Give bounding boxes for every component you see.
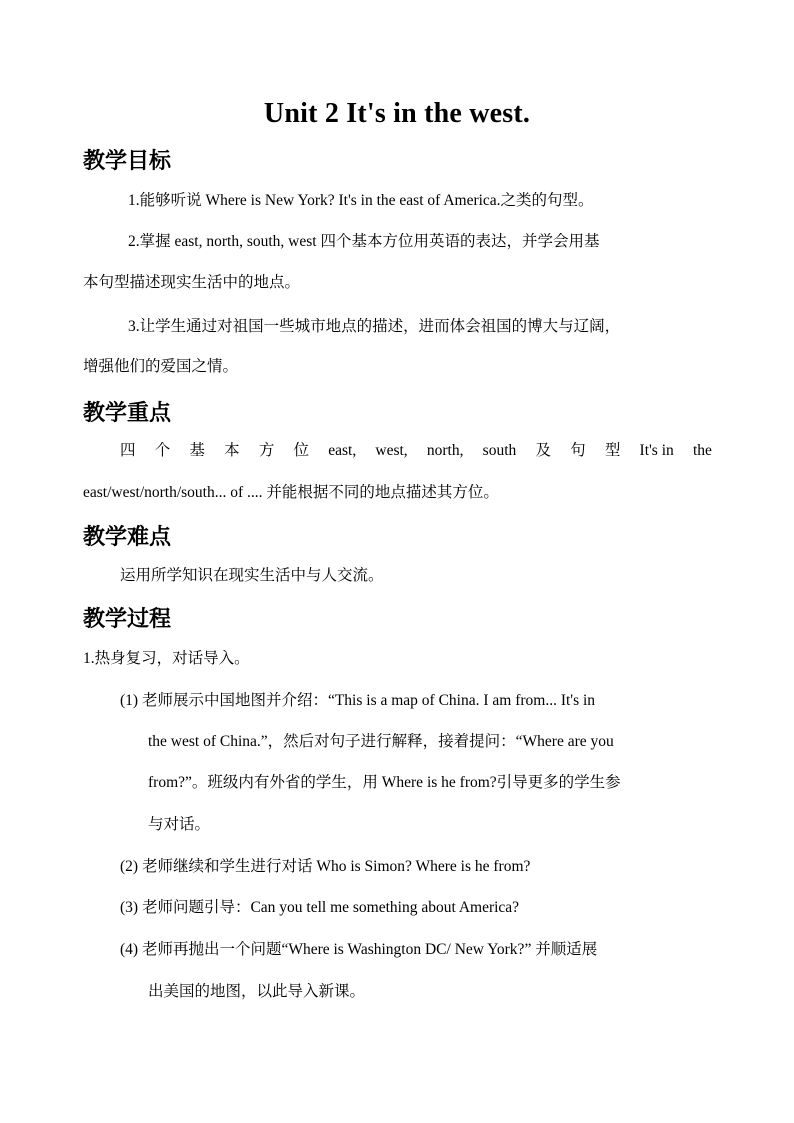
key-points-line2: east/west/north/south... of .... 并能根据不同的地点描述其方位。 bbox=[83, 484, 499, 501]
key-points-words bbox=[120, 430, 712, 471]
process-item-1-line2: the west of China.”，然后对句子进行解释，接着提问：“Where are you bbox=[148, 733, 614, 750]
word: the bbox=[692, 442, 712, 459]
word: 位 bbox=[293, 442, 310, 459]
key-points-line1 bbox=[120, 430, 712, 471]
goal-1: 1.能够听说 Where is New York? It's in the east of America.之类的句型。 bbox=[128, 192, 594, 209]
word: 基 bbox=[189, 442, 205, 459]
word: 及 bbox=[535, 442, 551, 459]
goal-2-line1: 2.掌握 east, north, south, west 四个基本方位用英语的表达，并学会用基 bbox=[128, 233, 600, 250]
process-item-2: (2) 老师继续和学生进行对话 Who is Simon? Where is he from? bbox=[120, 858, 531, 875]
process-item-1-line3: from?”。班级内有外省的学生，用 Where is he from?引导更多的学生参 bbox=[148, 774, 621, 791]
process-item-4-line1: (4) 老师再抛出一个问题“Where is Washington DC/ New York?” 并顺适展 bbox=[120, 941, 598, 958]
word: 本 bbox=[224, 442, 240, 459]
heading-teaching-process: 教学过程 bbox=[83, 607, 172, 632]
process-item-4-line2: 出美国的地图，以此导入新课。 bbox=[148, 983, 366, 1000]
word: 个 bbox=[154, 442, 171, 459]
word: 句 bbox=[570, 442, 586, 459]
word: 四 bbox=[120, 442, 136, 459]
process-step-1: 1.热身复习，对话导入。 bbox=[83, 650, 250, 667]
goal-3-line2: 增强他们的爱国之情。 bbox=[83, 358, 239, 375]
word: west, bbox=[375, 442, 408, 459]
heading-difficulties: 教学难点 bbox=[83, 525, 172, 550]
difficulties-text: 运用所学知识在现实生活中与人交流。 bbox=[120, 567, 384, 584]
goal-3-line1: 3.让学生通过对祖国一些城市地点的描述，进而体会祖国的博大与辽阔， bbox=[128, 318, 621, 335]
process-item-1-line4: 与对话。 bbox=[148, 816, 211, 833]
word: 型 bbox=[604, 442, 621, 459]
heading-key-points: 教学重点 bbox=[83, 401, 172, 426]
word: east, bbox=[328, 442, 357, 459]
word: 方 bbox=[258, 442, 275, 459]
word: It's in bbox=[639, 442, 674, 459]
word: north, bbox=[426, 442, 464, 459]
document-title: Unit 2 It's in the west. bbox=[263, 98, 531, 129]
heading-teaching-goals: 教学目标 bbox=[83, 149, 172, 174]
process-item-3: (3) 老师问题引导：Can you tell me something about America? bbox=[120, 899, 520, 916]
process-item-1-line1: (1) 老师展示中国地图并介绍：“This is a map of China. I am from... It's in bbox=[120, 692, 596, 709]
word: south bbox=[482, 442, 517, 459]
goal-2-line2: 本句型描述现实生活中的地点。 bbox=[83, 274, 301, 291]
